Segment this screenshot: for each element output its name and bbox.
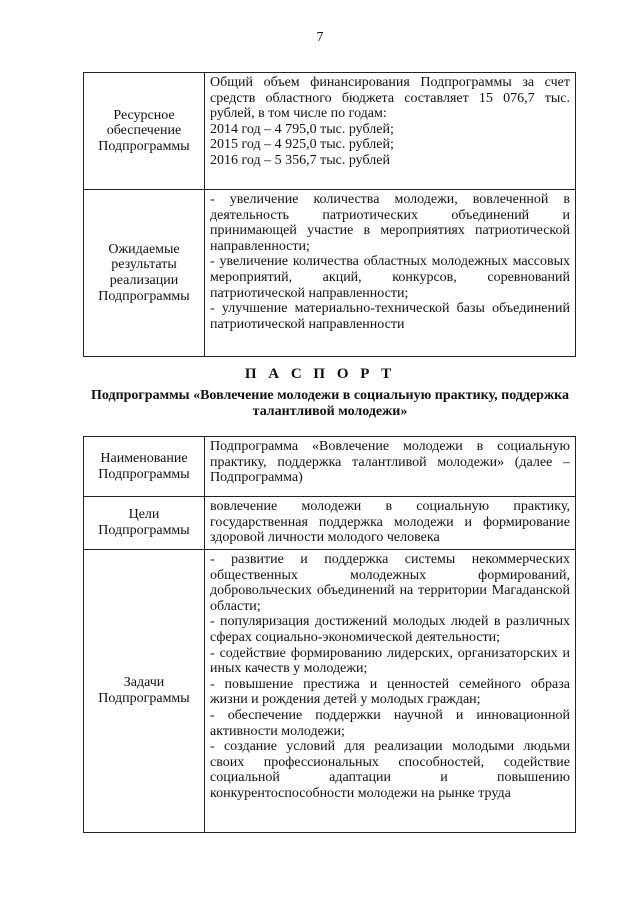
row-label-name: Наименование Подпрограммы [84, 437, 205, 497]
page-number: 7 [316, 30, 324, 45]
passport-heading: П А С П О Р Т [244, 366, 396, 382]
resources-results-table [83, 72, 576, 357]
goals-value: вовлечение молодежи в социальную практику, государственная поддержка молодежи и формирование здоровой личности молодого человека [205, 497, 576, 550]
row-label-goals: Цели Подпрограммы [84, 497, 205, 550]
financing-total-text: Общий объем финансирования Подпрограммы за счет средств областного бюджета составляет 15 076,7 тыс. рублей, в том числе по годам: [210, 75, 570, 122]
row-label-tasks: Задачи Подпрограммы [84, 550, 205, 833]
financing-year-2014: 2014 год – 4 795,0 тыс. рублей; [210, 121, 394, 137]
subprogram-title: Подпрограммы «Вовлечение молодежи в социальную практику, поддержка талантливой молодежи» [91, 388, 569, 419]
name-value: Подпрограмма «Вовлечение молодежи в социальную практику, поддержка талантливой молодежи» (далее – Подпрограмма) [205, 437, 576, 497]
financing-year-2015: 2015 год – 4 925,0 тыс. рублей; [210, 137, 394, 153]
list-item: - развитие и поддержка системы некоммерческих общественных молодежных формирований, добровольческих объединений на территории Магаданской области; [210, 552, 570, 614]
table-row [84, 190, 576, 357]
list-item: - улучшение материально-технической базы объединений патриотической направленности [210, 301, 570, 332]
list-item: - обеспечение поддержки научной и инновационной активности молодежи; [210, 707, 570, 739]
list-item: - увеличение количества областных молодежных массовых мероприятий, акций, конкурсов, соревнований патриотической направленности; [210, 254, 570, 301]
row-label-resources: Ресурсное обеспечение Подпрограммы [84, 73, 205, 190]
row-label-expected-results: Ожидаемые результаты реализации Подпрограммы [84, 190, 205, 357]
expected-results-value [205, 190, 576, 357]
table-row [84, 550, 576, 833]
list-item: - увеличение количества молодежи, вовлеченной в деятельность патриотических объединений и принимающей участие в мероприятиях патриотической направленности; [210, 192, 570, 254]
tasks-value [205, 550, 576, 833]
list-item: - повышение престижа и ценностей семейного образа жизни и рождения детей у молодых граждан; [210, 676, 570, 708]
table-row [84, 497, 576, 550]
financing-year-2016: 2016 год – 5 356,7 тыс. рублей [210, 152, 390, 168]
table-row [84, 437, 576, 497]
resources-value [205, 73, 576, 190]
list-item: - содействие формированию лидерских, организаторских и иных качеств у молодежи; [210, 645, 570, 677]
list-item: - популяризация достижений молодых людей в различных сферах социально-экономической деятельности; [210, 614, 570, 645]
table-row [84, 73, 576, 190]
list-item: - создание условий для реализации молодыми людьми своих профессиональных способностей, содействие социальной адаптации и повышению конкурентоспособности молодежи на рынке труда [210, 739, 570, 801]
passport-table [83, 436, 576, 833]
